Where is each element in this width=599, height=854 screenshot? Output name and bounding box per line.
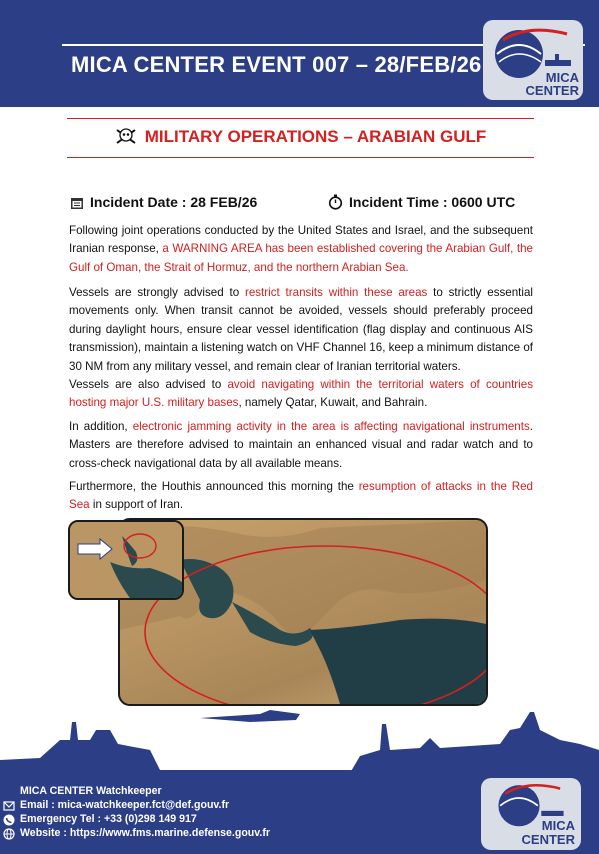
globe-icon xyxy=(3,828,15,840)
phone-icon xyxy=(3,814,15,826)
footer-watchkeeper: MICA CENTER Watchkeeper xyxy=(20,785,162,797)
footer-tel[interactable]: Emergency Tel : +33 (0)298 149 917 xyxy=(20,813,197,825)
footer-mica-center-logo xyxy=(481,778,581,850)
section-title: MILITARY OPERATIONS – ARABIAN GULF xyxy=(144,127,487,146)
title-bottom-rule xyxy=(67,157,534,158)
logo-text-center: CENTER xyxy=(525,83,579,98)
incident-time: Incident Time : 0600 UTC xyxy=(328,194,515,213)
incident-date: Incident Date : 28 FEB/26 xyxy=(70,194,257,213)
paragraph-houthis: Furthermore, the Houthis announced this morning the resumption of attacks in the Red Sea in support of Iran. xyxy=(69,480,534,512)
section-title-box xyxy=(67,118,534,158)
paragraph-transit-advice: Vessels are strongly advised to restrict transits within these areas to strictly essential movements only. When transit cannot be avoided, vessels should preferably proceed during daylight hours, ensure clear vessel identification (flag display and continuous AIS transmission), maintain a listening watch on VHF Channel 16, keep a minimum distance of 30 NM from any military vessel, and remain clear of Iranian territorial waters. xyxy=(69,286,534,373)
skull-crossbones-icon xyxy=(115,127,137,150)
email-icon xyxy=(3,800,15,812)
inset-locator-map xyxy=(68,520,184,600)
logo-text-mica: MICA xyxy=(545,70,579,85)
footer-logo-text-mica: MICA xyxy=(541,818,575,833)
footer-website[interactable]: Website : https://www.fms.marine.defense.gouv.fr xyxy=(20,827,270,839)
page-title: MICA CENTER EVENT 007 – 28/FEB/26 xyxy=(71,52,482,77)
footer-logo-text-center: CENTER xyxy=(521,832,575,847)
title-top-rule xyxy=(67,118,534,119)
calendar-icon xyxy=(70,196,84,213)
mica-center-logo xyxy=(483,20,583,100)
paragraph-context: Following joint operations conducted by the United States and Israel, and the subsequent Iranian response, a WARNING AREA has been established covering the Arabian Gulf, the Gulf of Oman, the Strait of Hormuz, and the northern Arabian Sea. xyxy=(69,224,533,274)
paragraph-territorial-waters: Vessels are also advised to avoid navigating within the territorial waters of countries hosting major U.S. military bases, namely Qatar, Kuwait, and Bahrain. xyxy=(69,378,533,410)
footer-email[interactable]: Email : mica-watchkeeper.fct@def.gouv.fr xyxy=(20,799,230,811)
paragraph-jamming: In addition, electronic jamming activity in the area is affecting navigational instruments. Masters are therefore advised to maintain an enhanced visual and radar watch and to cross-check navigational data by all available means. xyxy=(69,420,533,470)
stopwatch-icon xyxy=(328,194,343,213)
